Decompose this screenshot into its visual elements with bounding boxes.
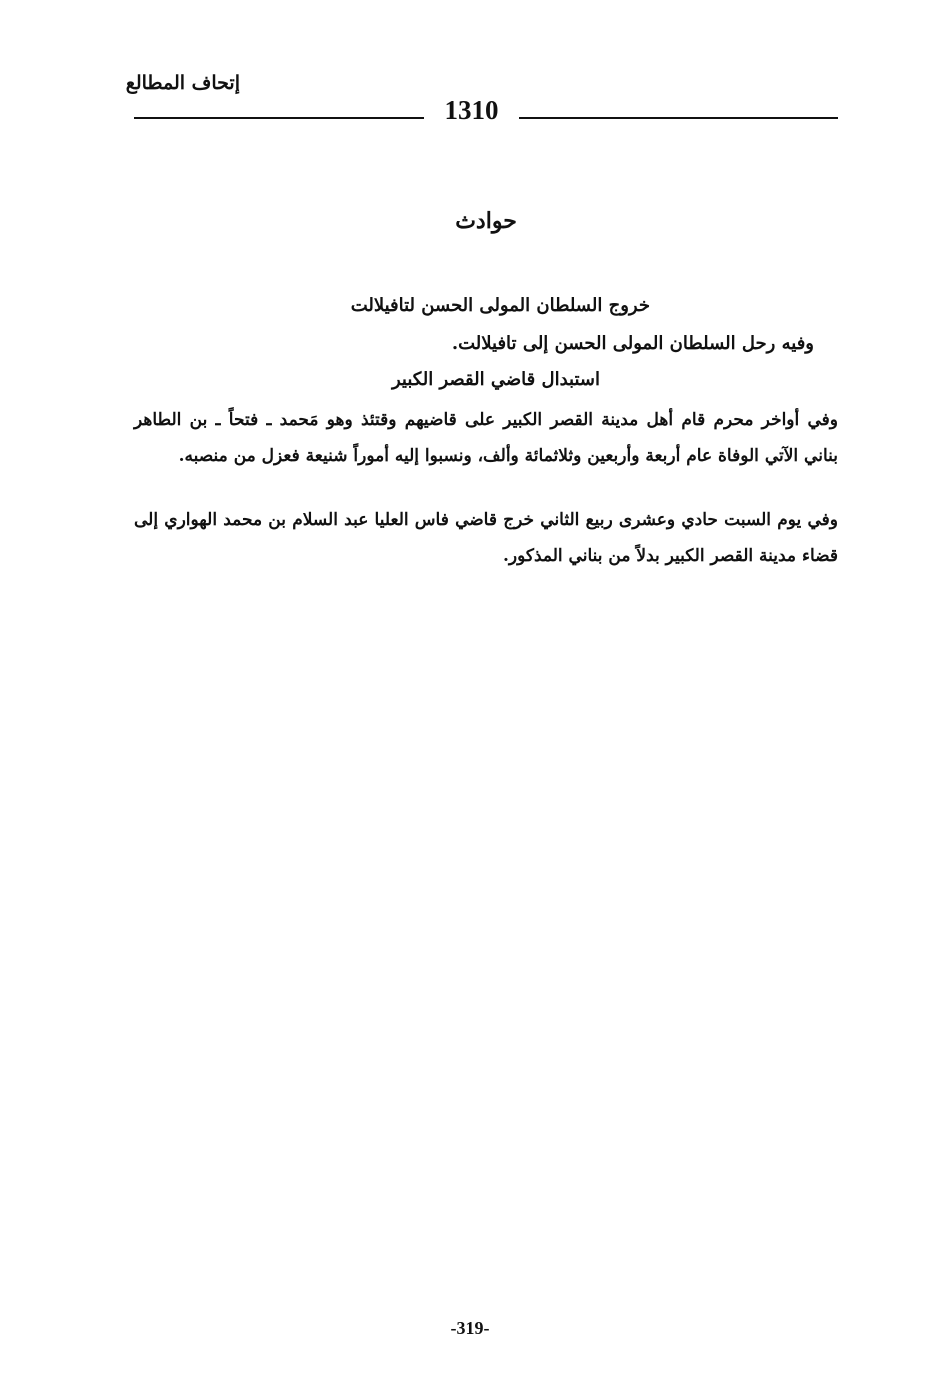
year-label: 1310	[444, 95, 499, 125]
header-rule-left	[134, 117, 424, 119]
year-header	[134, 92, 838, 132]
paragraph-new-judge: وفي يوم السبت حادي وعشرى ربيع الثاني خرج قاضي فاس العليا عبد السلام بن محمد الهواري إلى قضاء مدينة القصر الكبير بدلاً من بناني المذكور.	[134, 510, 838, 566]
text-line-sultan-departure: وفيه رحل السلطان المولى الحسن إلى تافيلالت.	[451, 333, 814, 354]
subheading-sultan-departure: خروج السلطان المولى الحسن لتافيلالت	[350, 295, 650, 316]
page-number: -319-	[450, 1318, 490, 1338]
section-heading: حوادث	[455, 208, 517, 234]
subheading-judge-replacement: استبدال قاضي القصر الكبير	[391, 369, 600, 390]
paragraph-judge-dismissal: وفي أواخر محرم قام أهل مدينة القصر الكبير على قاضيهم وقتئذ وهو مَحمد ـ فتحاً ـ بن الطاهر بناني الآتي الوفاة عام أربعة وأربعين وثلاثمائة وألف، ونسبوا إليه أموراً شنيعة فعزل من منصبه.	[134, 410, 838, 466]
header-rule-right	[519, 117, 838, 119]
running-title: إتحاف المطالع	[125, 72, 240, 94]
